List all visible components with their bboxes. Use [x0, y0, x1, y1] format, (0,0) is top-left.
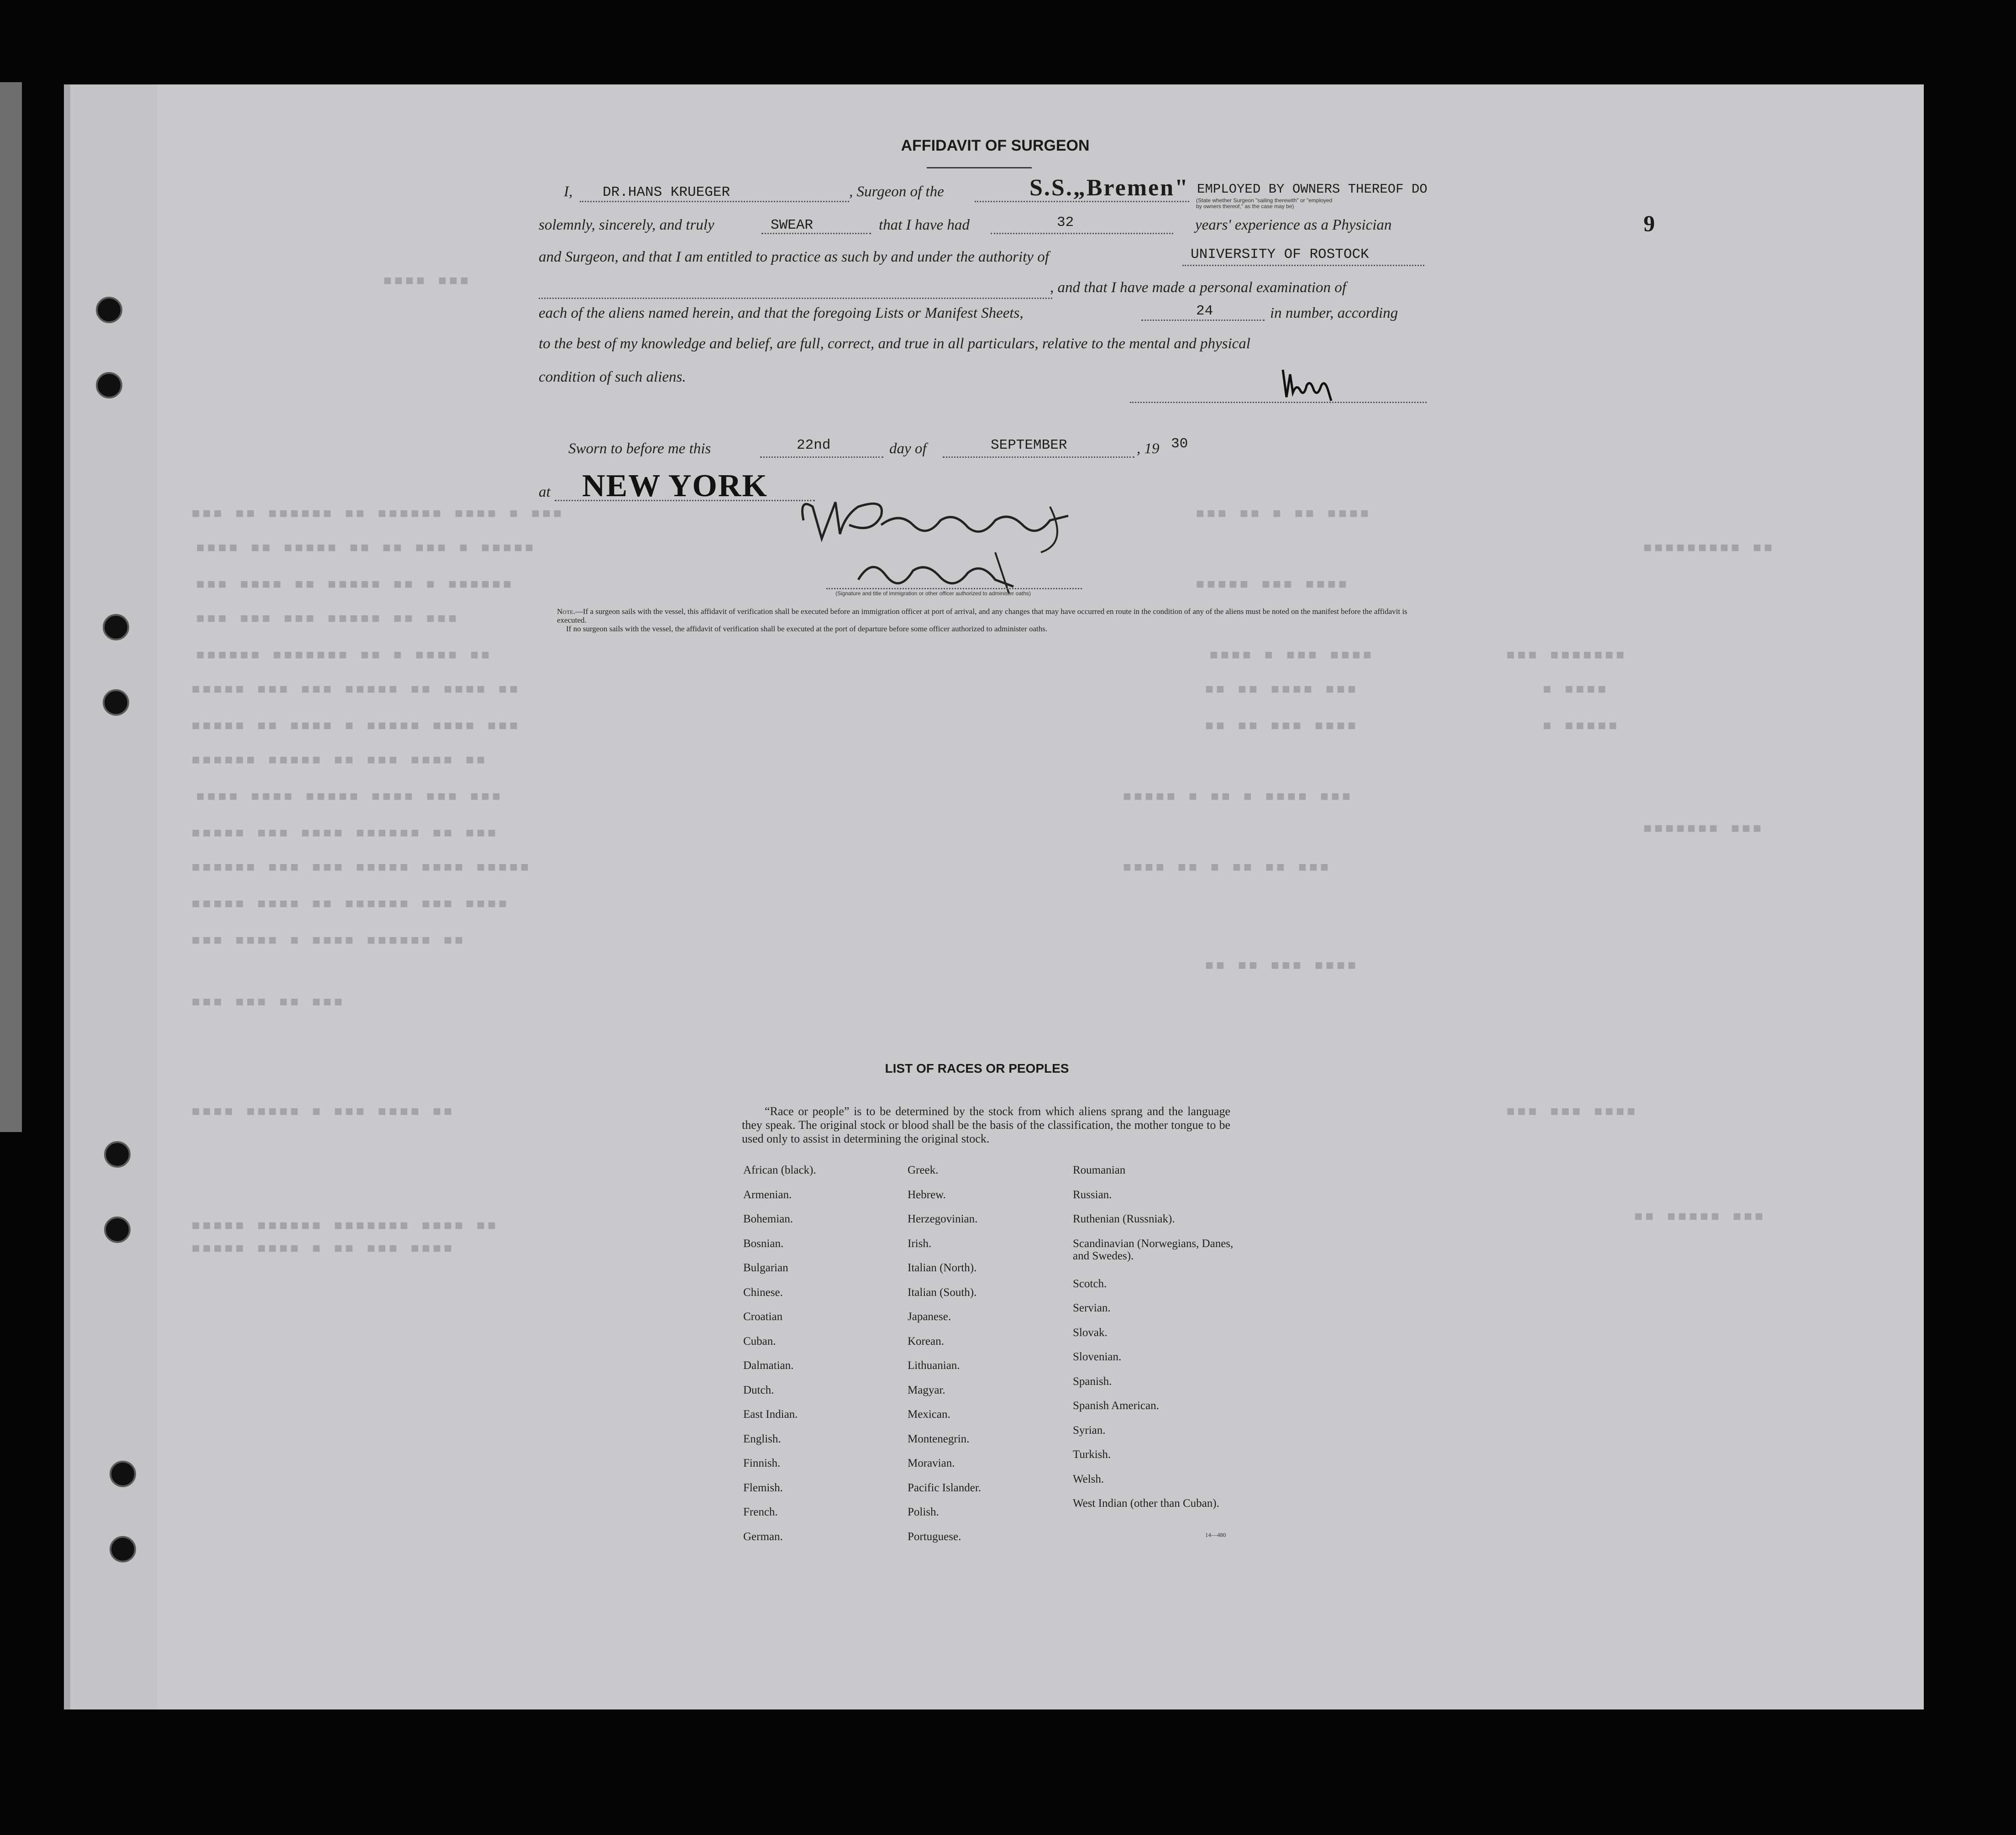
- surgeon-name-blank: [580, 201, 849, 202]
- surgeon-signature: [1278, 365, 1347, 402]
- affidavit-line1-start: I,: [564, 184, 573, 200]
- form-number: 14—480: [1205, 1531, 1226, 1538]
- race-item: Italian (North).: [908, 1262, 977, 1274]
- race-item: Mexican.: [908, 1408, 950, 1421]
- adjacent-page-edge: [0, 82, 22, 1132]
- affidavit-line2-end: years' experience as a Physician: [1195, 217, 1392, 233]
- officer-signature-line: [826, 588, 1082, 589]
- race-item: Flemish.: [743, 1481, 783, 1494]
- race-item: Slovak.: [1073, 1326, 1108, 1339]
- race-item: Ruthenian (Russniak).: [1073, 1213, 1175, 1225]
- affidavit-line3-start: and Surgeon, and that I am entitled to practice as such by and under the authority of: [539, 249, 1049, 265]
- day-blank: [760, 456, 883, 458]
- affidavit-line5-start: each of the aliens named herein, and that the foregoing Lists or Manifest Sheets,: [539, 305, 1024, 321]
- affidavit-line6: to the best of my knowledge and belief, are full, correct, and true in all particulars, relative to the mental and physical: [539, 336, 1250, 352]
- binder-hole: [96, 372, 122, 398]
- races-column-2: [908, 1164, 1081, 1555]
- document-title: AFFIDAVIT OF SURGEON: [901, 137, 1090, 154]
- affidavit-line2-start: solemnly, sincerely, and truly: [539, 217, 714, 233]
- race-item: Portuguese.: [908, 1530, 961, 1543]
- race-item: Hebrew.: [908, 1188, 946, 1201]
- sworn-year-prefix: , 19: [1137, 440, 1160, 457]
- sworn-day: 22nd: [797, 437, 831, 453]
- race-item: African (black).: [743, 1164, 816, 1176]
- race-item: Magyar.: [908, 1384, 945, 1396]
- affidavit-line1-mid: , Surgeon of the: [849, 184, 944, 200]
- note-text-1: —If a surgeon sails with the vessel, this affidavit of verification shall be executed before an immigration officer at port of arrival, and any changes that may have occurred en route in the condition of any of the aliens must be noted on the manifest before the affidavit is executed.: [557, 607, 1407, 624]
- race-item: Turkish.: [1073, 1448, 1111, 1461]
- race-item: Cuban.: [743, 1335, 776, 1347]
- race-item: West Indian (other than Cuban).: [1073, 1497, 1219, 1510]
- years-experience: 32: [1057, 215, 1074, 231]
- binder-hole: [104, 1141, 131, 1168]
- race-item: English.: [743, 1432, 781, 1445]
- races-list-intro: “Race or people” is to be determined by the stock from which aliens sprang and the language they speak. The original stock or blood shall be the basis of the classification, the mother tongue to be used only to assist in determining the original stock.: [742, 1105, 1230, 1145]
- place-label: at: [539, 484, 551, 500]
- race-item: Bosnian.: [743, 1237, 784, 1250]
- race-item: Armenian.: [743, 1188, 792, 1201]
- binder-hole: [103, 614, 129, 640]
- race-item: German.: [743, 1530, 783, 1543]
- race-item: Chinese.: [743, 1286, 783, 1299]
- race-item: Russian.: [1073, 1188, 1112, 1201]
- race-item: Servian.: [1073, 1302, 1111, 1314]
- race-item: Montenegrin.: [908, 1432, 970, 1445]
- officer-caption: (Signature and title of immigration or other officer authorized to administer oaths): [835, 590, 1031, 597]
- race-item: Dalmatian.: [743, 1359, 794, 1372]
- race-item: Bulgarian: [743, 1262, 788, 1274]
- race-item: Pacific Islander.: [908, 1481, 982, 1494]
- races-column-3: [1073, 1164, 1237, 1522]
- authority-blank-continued: [539, 298, 1052, 299]
- race-item: Spanish.: [1073, 1375, 1112, 1388]
- race-item: Scandinavian (Norwegians, Danes, and Swedes).: [1073, 1237, 1234, 1262]
- binder-hole: [110, 1536, 136, 1562]
- affidavit-line4: , and that I have made a personal examination of: [1050, 279, 1346, 296]
- race-item: Roumanian: [1073, 1164, 1126, 1176]
- affidavit-note: [557, 607, 1424, 633]
- affidavit-line5-end: in number, according: [1270, 305, 1398, 321]
- manifest-sheet-count: 24: [1196, 303, 1213, 319]
- employment-note: (State whether Surgeon "sailing therewith" or "employed by owners thereof," as the case may be): [1196, 197, 1333, 210]
- race-item: Moravian.: [908, 1457, 955, 1469]
- place-stamp: NEW YORK: [582, 468, 768, 503]
- race-item: Lithuanian.: [908, 1359, 960, 1372]
- sworn-line-start: Sworn to before me this: [568, 440, 711, 457]
- binder-hole: [104, 1216, 131, 1243]
- licensing-authority: UNIVERSITY OF ROSTOCK: [1191, 246, 1369, 262]
- employment-status: EMPLOYED BY OWNERS THEREOF DO: [1197, 182, 1428, 197]
- surgeon-name: DR.HANS KRUEGER: [603, 184, 730, 200]
- surgeon-signature-line: [1130, 402, 1427, 403]
- ship-name: S.S.„Bremen": [1029, 175, 1189, 201]
- races-column-1: [743, 1164, 917, 1555]
- title-underline: [927, 167, 1032, 168]
- sworn-month: SEPTEMBER: [991, 437, 1067, 453]
- race-item: Dutch.: [743, 1384, 774, 1396]
- years-blank: [991, 233, 1173, 234]
- officer-signature: [794, 488, 1096, 607]
- race-item: Korean.: [908, 1335, 944, 1347]
- month-blank: [943, 456, 1134, 458]
- race-item: Herzegovinian.: [908, 1213, 978, 1225]
- binder-hole: [96, 297, 122, 323]
- race-item: Bohemian.: [743, 1213, 793, 1225]
- oath-word: SWEAR: [771, 217, 814, 233]
- binder-hole: [110, 1461, 136, 1487]
- race-item: Irish.: [908, 1237, 932, 1250]
- affidavit-line7: condition of such aliens.: [539, 369, 686, 385]
- race-item: Finnish.: [743, 1457, 781, 1469]
- race-item: Welsh.: [1073, 1473, 1104, 1485]
- race-item: Scotch.: [1073, 1277, 1107, 1290]
- race-item: Greek.: [908, 1164, 939, 1176]
- race-item: Syrian.: [1073, 1424, 1106, 1437]
- race-item: French.: [743, 1506, 778, 1518]
- sworn-year: 30: [1171, 436, 1188, 452]
- sheets-blank: [1141, 320, 1265, 321]
- race-item: Italian (South).: [908, 1286, 977, 1299]
- authority-blank: [1182, 265, 1424, 266]
- race-item: Japanese.: [908, 1311, 951, 1323]
- affidavit-line2-mid: that I have had: [879, 217, 970, 233]
- page-number: 9: [1643, 210, 1655, 236]
- race-item: Croatian: [743, 1311, 783, 1323]
- race-item: East Indian.: [743, 1408, 798, 1421]
- races-list-title: LIST OF RACES OR PEOPLES: [885, 1061, 1069, 1075]
- race-item: Slovenian.: [1073, 1351, 1122, 1363]
- race-item: Spanish American.: [1073, 1400, 1159, 1412]
- note-text-2: If no surgeon sails with the vessel, the affidavit of verification shall be executed at the port of departure before some officer authorized to administer oaths.: [566, 624, 1048, 633]
- binder-hole: [103, 689, 129, 716]
- race-item: Polish.: [908, 1506, 939, 1518]
- sworn-line-mid: day of: [889, 440, 927, 457]
- note-label: Note.: [557, 607, 575, 616]
